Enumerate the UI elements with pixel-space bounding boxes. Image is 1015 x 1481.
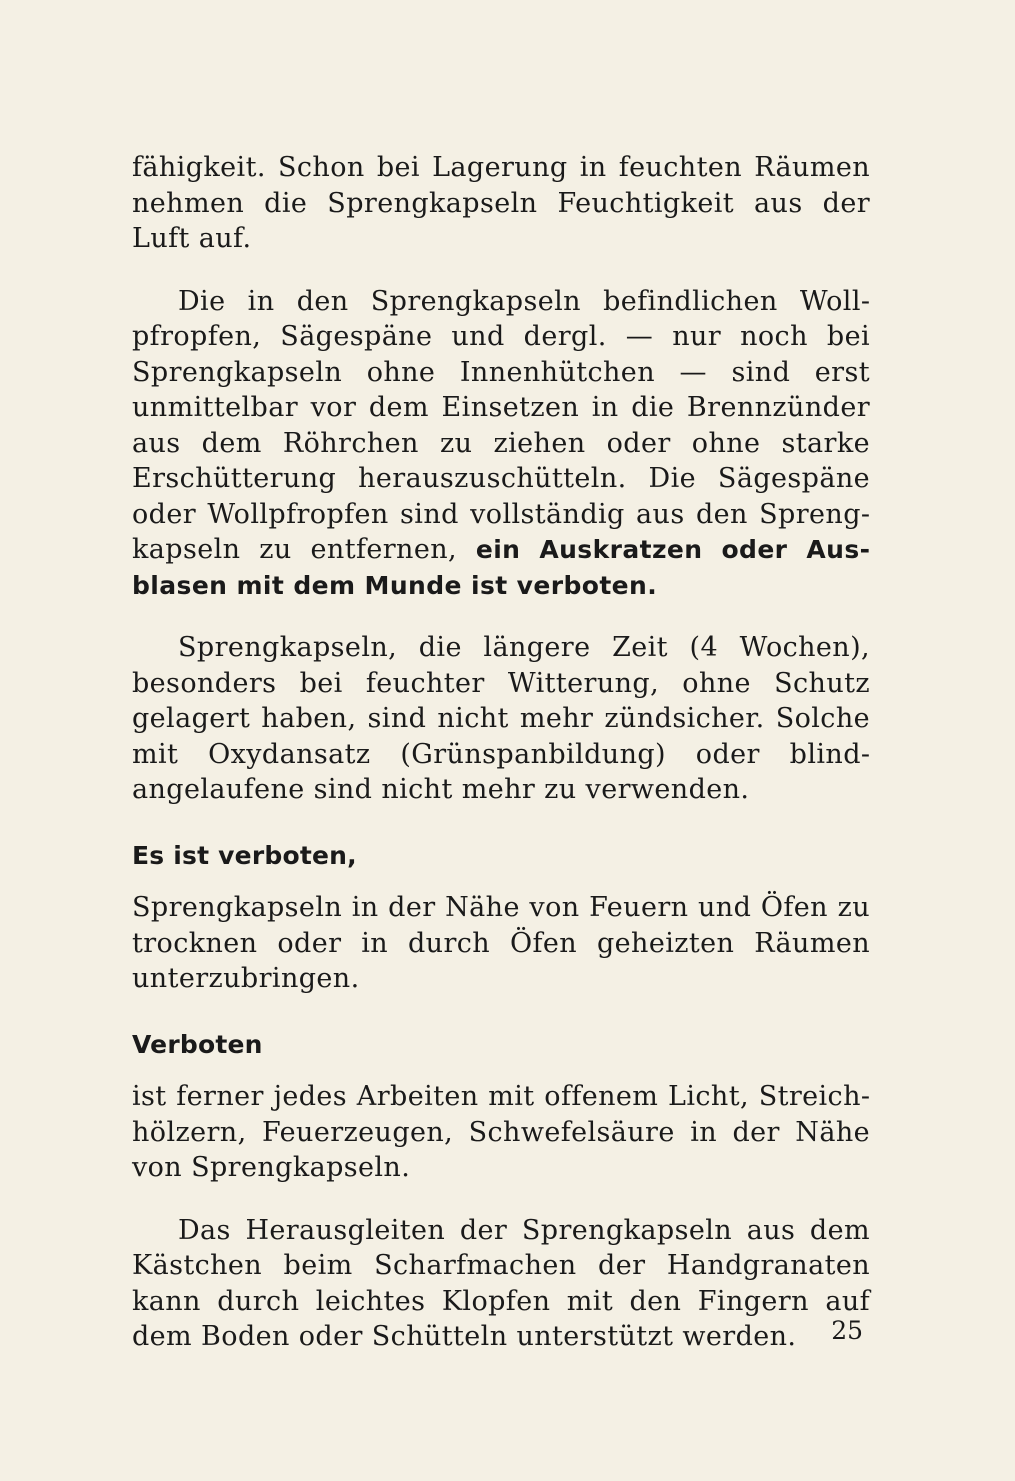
heading-es-ist-verboten: Es ist verboten, bbox=[132, 840, 357, 870]
paragraph-2-text: Die in den Sprengkapseln befindlichen Wollpfropfen, Sägespäne und dergl. — nur noch bei Sprengkapseln ohne Innenhütchen — sind erst unmittelbar vor dem Einsetzen in die Brennzünder aus dem Röhrchen zu ziehen oder ohne starke Erschütterung herauszuschütteln. Die Sägespäne oder Wollpfropfen sind vollständig aus den Sprengkapseln zu entfernen, bbox=[132, 285, 870, 565]
paragraph-5: ist ferner jedes Arbeiten mit offenem Licht, Streichhölzern, Feuerzeugen, Schwefelsäure in der Nähe von Sprengkapseln. bbox=[132, 1081, 870, 1183]
paragraph-2 bbox=[132, 284, 870, 604]
paragraph-4: Sprengkapseln in der Nähe von Feuern und Öfen zu trocknen oder in durch Öfen geheizten Räumen unterzubringen. bbox=[132, 892, 870, 994]
paragraph-3: Sprengkapseln, die längere Zeit (4 Wochen), besonders bei feuchter Witterung, ohne Schutz gelagert haben, sind nicht mehr zündsicher. Solche mit Oxydansatz (Grünspanbildung) oder blindangelaufene sind nicht mehr zu verwenden. bbox=[132, 632, 870, 805]
paragraph-2-bold-warning: ein Auskratzen oder Ausblasen mit dem Munde ist verboten. bbox=[132, 535, 871, 600]
page-number: 25 bbox=[831, 1316, 863, 1345]
paragraph-1: fähigkeit. Schon bei Lagerung in feuchten Räumen nehmen die Sprengkapseln Feuchtigkeit aus der Luft auf. bbox=[132, 152, 870, 254]
heading-verboten: Verboten bbox=[132, 1029, 263, 1059]
body-text bbox=[132, 150, 870, 1355]
paragraph-6: Das Herausgleiten der Sprengkapseln aus dem Kästchen beim Scharfmachen der Handgranaten kann durch leichtes Klopfen mit den Fingern auf dem Boden oder Schütteln unterstützt werden. bbox=[132, 1214, 870, 1352]
